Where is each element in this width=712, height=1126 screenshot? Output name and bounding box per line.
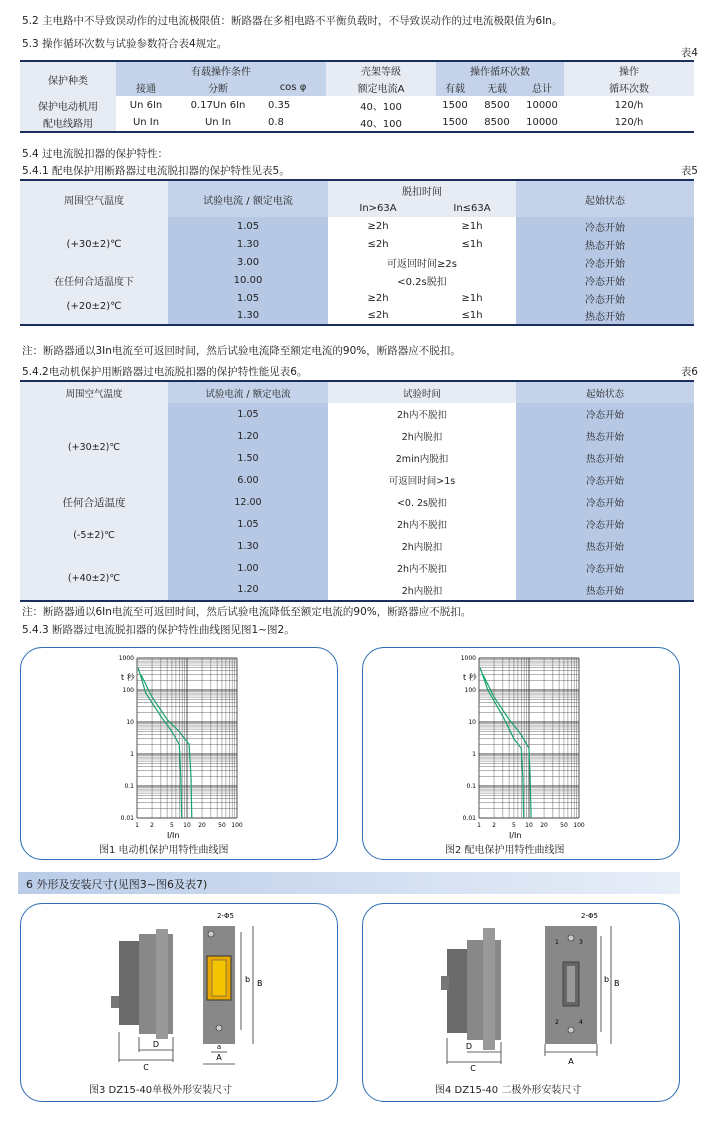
- hole-label: 2-Φ5: [217, 912, 234, 920]
- cell: 保护电动机用: [20, 96, 116, 114]
- t5-h-time: 脱扣时间: [328, 180, 516, 200]
- cell: <0.2s脱扣: [397, 276, 447, 288]
- x-tick-label: 1: [135, 822, 139, 829]
- para-5-4-2: 5.4.2电动机保护用断路器过电流脱扣器的保护特性能见表6。: [22, 366, 308, 378]
- cell: 2min内脱扣: [395, 454, 449, 465]
- table-row: [20, 557, 694, 579]
- t4-h-op: 操作: [564, 61, 694, 78]
- t5-h-state: 起始状态: [516, 180, 694, 217]
- x-tick-label: 1: [477, 822, 481, 829]
- x-tick-label: 10: [183, 822, 191, 829]
- breaker-side-view: [111, 929, 173, 1062]
- y-tick-label: 0.01: [120, 815, 134, 822]
- cell: (+30±2)℃: [20, 217, 168, 271]
- cell: 可返回时间≥2s: [387, 258, 457, 270]
- cell: 冷态开始: [516, 557, 694, 579]
- cell: 1.20: [168, 425, 328, 447]
- cell: 120/h: [564, 114, 694, 132]
- dim-b: b: [604, 975, 610, 984]
- table-row: [20, 96, 694, 114]
- dim-A: A: [568, 1057, 574, 1066]
- x-tick-label: 50: [560, 822, 568, 829]
- t6-h-time: 试验时间: [328, 381, 516, 403]
- figure-3-caption: 图3 DZ15-40单极外形安装尺寸: [89, 1085, 233, 1096]
- t4-h-frame: 壳架等级: [326, 61, 436, 78]
- chart-panel-2: [362, 647, 680, 860]
- cell: 40、100: [326, 114, 436, 132]
- mount-hole-icon: [568, 1027, 574, 1033]
- para-5-3: 5.3 操作循环次数与试验参数符合表4规定。: [22, 38, 228, 50]
- cell: 120/h: [614, 99, 644, 111]
- terminal-4: 4: [579, 1019, 583, 1026]
- mount-hole-icon: [568, 935, 574, 941]
- cell: 可返回时间>1s: [388, 476, 456, 487]
- table-4: [20, 60, 694, 133]
- cell: 冷态开始: [516, 491, 694, 513]
- note-6: 注：断路器通以6In电流至可返回时间，然后试验电流降低至额定电流的90%，断路器应不脱扣。: [22, 606, 472, 618]
- cell: 2h内脱扣: [401, 542, 443, 553]
- y-tick-label: 10: [468, 719, 476, 726]
- x-tick-label: 5: [512, 822, 516, 829]
- dim-D: D: [152, 1040, 160, 1049]
- t6-h-state: 起始状态: [516, 381, 694, 403]
- cell: 2h内不脱扣: [396, 520, 448, 531]
- cell: 冷态开始: [516, 271, 694, 289]
- mount-hole-icon: [208, 931, 214, 937]
- cell: 2h内脱扣: [328, 579, 516, 601]
- figure-4-panel: [362, 903, 680, 1102]
- cell: 1.30: [168, 535, 328, 557]
- t4-h-kind: 保护种类: [20, 61, 116, 96]
- cell: 1500: [436, 114, 474, 132]
- x-tick-label: 50: [218, 822, 226, 829]
- t6-h-cur: 试验电流 / 额定电流: [168, 381, 328, 403]
- table-row: [20, 289, 694, 307]
- x-axis-label: I/In: [167, 831, 180, 840]
- chart-1-title: 图1 电动机保护用特性曲线图: [99, 845, 229, 856]
- cell: (+30±2)℃: [20, 403, 168, 491]
- x-tick-label: 2: [150, 822, 154, 829]
- y-tick-label: 0.01: [462, 815, 476, 822]
- cell: 热态开始: [516, 535, 694, 557]
- cell: ≤1h: [461, 238, 483, 250]
- note-5: 注：断路器通以3In电流至可返回时间，然后试验电流降至额定电流的90%，断路器应不脱扣。: [22, 345, 461, 357]
- breaker-front-view: [203, 926, 253, 1064]
- t4-h-with: 有载: [436, 78, 474, 96]
- cell: Un In: [116, 114, 176, 132]
- grid: [137, 658, 237, 818]
- grid: [479, 658, 579, 818]
- cell: 40、100: [360, 101, 402, 113]
- terminal-2: 2: [555, 1019, 559, 1026]
- x-tick-label: 100: [231, 822, 243, 829]
- t4-h-op2: 循环次数: [564, 78, 694, 96]
- cell: 1.05: [168, 217, 328, 235]
- table4-label: 表4: [680, 47, 698, 59]
- chart-panel-1: [20, 647, 338, 860]
- dim-a: a: [216, 1043, 222, 1051]
- table6-label: 表6: [680, 366, 698, 378]
- series-line-2: [483, 675, 531, 818]
- x-axis-label: I/In: [509, 831, 522, 840]
- cell: <0. 2s脱扣: [396, 498, 448, 509]
- para-5-2: 5.2 主电路中不导致误动作的过电流极限值：断路器在多相电路不平衡负载时，不导致误动作的过电流极限值为6In。: [22, 15, 563, 27]
- cell: 1.05: [168, 513, 328, 535]
- cell: 3.00: [168, 253, 328, 271]
- figure-3-panel: [20, 903, 338, 1102]
- cell: 冷态开始: [516, 403, 694, 425]
- cell: 热态开始: [516, 307, 694, 325]
- cell: 1.30: [168, 307, 328, 325]
- cell: ≤2h: [367, 238, 389, 250]
- dim-B: B: [257, 979, 263, 988]
- cell: ≤2h: [328, 307, 428, 325]
- y-tick-label: 100: [464, 687, 476, 694]
- para-5-4-3: 5.4.3 断路器过电流脱扣器的保护特性曲线图见图1~图2。: [22, 624, 295, 636]
- cell: 2h内不脱扣: [396, 564, 448, 575]
- t4-h-without: 无载: [474, 78, 520, 96]
- dim-D: D: [465, 1042, 473, 1051]
- table-row: [20, 491, 694, 513]
- cell: 冷态开始: [516, 289, 694, 307]
- t5-h-gt: In>63A: [328, 200, 428, 217]
- y-tick-label: 10: [126, 719, 134, 726]
- cell: 10.00: [168, 271, 328, 289]
- cell: 2h内不脱扣: [396, 410, 448, 421]
- table-row: [20, 513, 694, 535]
- cell: 在任何合适温度下: [20, 271, 168, 289]
- t5-h-cur: 试验电流 / 额定电流: [168, 180, 328, 217]
- y-tick-label: 1000: [460, 655, 476, 662]
- t4-h-cos: cos φ: [260, 78, 326, 96]
- dim-C: C: [143, 1063, 149, 1072]
- cell: ≥1h: [461, 220, 483, 232]
- cell: 12.00: [168, 491, 328, 513]
- cell: 0.17Un 6In: [190, 99, 246, 111]
- figure-4-drawing: [363, 904, 681, 1103]
- cell: 0.8: [260, 114, 326, 132]
- section-6-heading: 6 外形及安装尺寸(见图3~图6及表7): [18, 872, 680, 894]
- y-tick-label: 1000: [118, 655, 134, 662]
- x-tick-label: 100: [573, 822, 585, 829]
- dim-A: A: [216, 1053, 222, 1062]
- cell: 1.50: [168, 447, 328, 469]
- cell: 10000: [526, 99, 558, 111]
- cell: 冷态开始: [516, 513, 694, 535]
- table5-label: 表5: [680, 165, 698, 177]
- y-tick-label: 0.1: [124, 783, 134, 790]
- chart-1: [21, 648, 339, 861]
- x-tick-label: 5: [170, 822, 174, 829]
- cell: 8500: [484, 99, 510, 111]
- cell: (-5±2)℃: [20, 513, 168, 557]
- figure-4-caption: 图4 DZ15-40 二极外形安装尺寸: [435, 1085, 582, 1096]
- table-6: [20, 380, 694, 602]
- mount-hole-icon: [216, 1025, 222, 1031]
- t4-h-connect: 接通: [116, 78, 176, 96]
- x-tick-label: 2: [492, 822, 496, 829]
- cell: 10000: [520, 114, 564, 132]
- t4-h-cycles: 操作循环次数: [436, 61, 564, 78]
- cell: 8500: [474, 114, 520, 132]
- cell: 热态开始: [516, 235, 694, 253]
- figure-3-drawing: [21, 904, 339, 1103]
- cell: 1.05: [168, 403, 328, 425]
- cell: 1500: [442, 99, 468, 111]
- para-5-4-1: 5.4.1 配电保护用断路器过电流脱扣器的保护特性见表5。: [22, 165, 290, 177]
- t4-h-total: 总计: [520, 78, 564, 96]
- cell: 冷态开始: [516, 469, 694, 491]
- table-row: [20, 271, 694, 289]
- cell: 热态开始: [516, 579, 694, 601]
- t5-h-le: In≤63A: [428, 200, 516, 217]
- cell: 2h内脱扣: [401, 432, 443, 443]
- t5-h-temp: 周围空气温度: [20, 180, 168, 217]
- terminal-3: 3: [579, 939, 583, 946]
- terminal-1: 1: [555, 939, 559, 946]
- x-tick-label: 20: [198, 822, 206, 829]
- cell: 6.00: [168, 469, 328, 491]
- y-axis-label: t 秒: [463, 673, 477, 682]
- t4-h-break: 分断: [176, 78, 260, 96]
- cell: 任何合适温度: [20, 491, 168, 513]
- t4-h-load: 有载操作条件: [116, 61, 326, 78]
- chart-2-title: 图2 配电保护用特性曲线图: [445, 845, 565, 856]
- cell: 冷态开始: [516, 217, 694, 235]
- table-row: [20, 114, 694, 132]
- cell: ≤1h: [428, 307, 516, 325]
- cell: Un 6In: [129, 99, 163, 111]
- cell: 冷态开始: [516, 253, 694, 271]
- cell: (+40±2)℃: [20, 557, 168, 601]
- dim-B: B: [614, 979, 620, 988]
- cell: Un In: [176, 114, 260, 132]
- cell: ≥2h: [367, 292, 389, 304]
- table-5: [20, 179, 694, 326]
- series-line-2: [141, 675, 192, 818]
- table-row: [20, 217, 694, 235]
- cell: 热态开始: [516, 447, 694, 469]
- t6-h-temp: 周围空气温度: [20, 381, 168, 403]
- y-tick-label: 1: [472, 751, 476, 758]
- y-tick-label: 0.1: [466, 783, 476, 790]
- y-axis-label: t 秒: [121, 673, 135, 682]
- cell: 配电线路用: [20, 114, 116, 132]
- x-tick-label: 10: [525, 822, 533, 829]
- cell: ≥2h: [367, 220, 389, 232]
- x-tick-label: 20: [540, 822, 548, 829]
- cell: 1.00: [168, 557, 328, 579]
- cell: 热态开始: [516, 425, 694, 447]
- cell: ≥1h: [461, 292, 483, 304]
- t4-h-rated: 额定电流A: [326, 78, 436, 96]
- chart-2: [363, 648, 681, 861]
- table-row: [20, 403, 694, 425]
- hole-label: 2-Φ5: [581, 912, 598, 920]
- para-5-4: 5.4 过电流脱扣器的保护特性：: [22, 148, 169, 160]
- y-tick-label: 100: [122, 687, 134, 694]
- dim-C: C: [470, 1064, 476, 1073]
- cell: 1.20: [168, 579, 328, 601]
- y-tick-label: 1: [130, 751, 134, 758]
- cell: 1.30: [168, 235, 328, 253]
- cell: 1.05: [168, 289, 328, 307]
- cell: 0.35: [268, 99, 291, 111]
- dim-b: b: [245, 975, 251, 984]
- cell: (+20±2)℃: [20, 289, 168, 325]
